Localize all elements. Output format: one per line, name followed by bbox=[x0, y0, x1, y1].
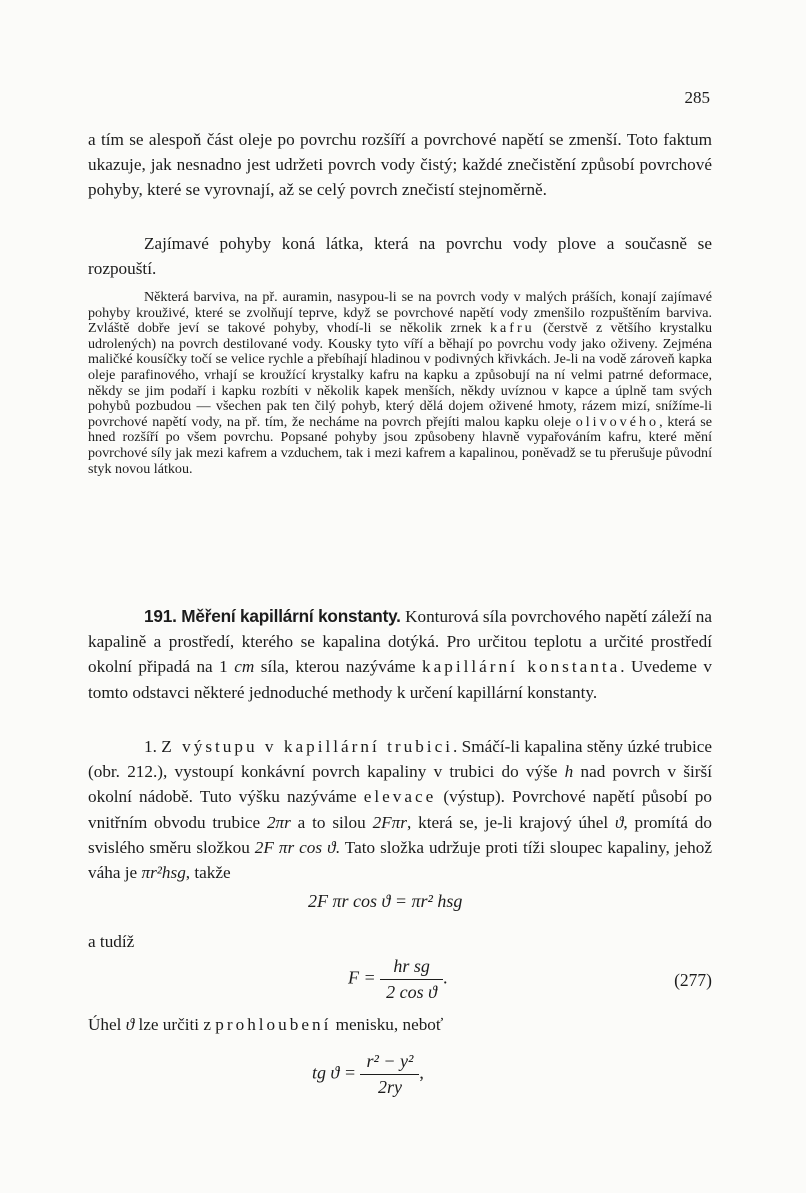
section-text-2: síla, kterou nazýváme bbox=[254, 657, 423, 677]
method-1-paragraph bbox=[88, 734, 712, 885]
method-text-5: , která se, je-li krajový úhel bbox=[406, 812, 615, 832]
method-text-6: , promítá do svislého směru složkou bbox=[88, 812, 712, 857]
tan-denominator: 2ry bbox=[377, 1077, 402, 1097]
method-text-7: . Tato složka udržuje proti tíži sloupec kapaliny, jehož váha je bbox=[88, 837, 712, 883]
expr-weight: πr²hsg bbox=[141, 863, 186, 883]
method-number: 1. bbox=[144, 737, 162, 756]
eq277-tail: . bbox=[442, 967, 448, 988]
term-capillary-constant: kapillární konstanta bbox=[422, 657, 621, 677]
angle-line bbox=[88, 1015, 443, 1035]
term-prohloubeni: prohloubení bbox=[215, 1015, 332, 1034]
spaced-olivoveho: olivového bbox=[575, 413, 660, 430]
method-text-2: nad povrch v širší okolní nádobě. Tuto výšku nazýváme bbox=[88, 762, 712, 807]
equation-balance: 2F πr cos ϑ = πr² hsg bbox=[308, 891, 463, 911]
paragraph-dissolving-substance: Zajímavé pohyby koná látka, která na povrchu vody plove a současně se rozpouští. bbox=[88, 234, 712, 279]
equation-number: (277) bbox=[674, 970, 712, 990]
tan-numerator: r² − y² bbox=[360, 1051, 419, 1075]
eq277-lhs: F = bbox=[348, 967, 376, 988]
page-number: 285 bbox=[684, 88, 710, 107]
expr-circumference: 2πr bbox=[266, 812, 291, 832]
section-text-3: . Uvedeme v tomto odstavci některé jednoduché methody k určení kapillární konstanty. bbox=[88, 657, 712, 702]
angle-text-1: Úhel bbox=[88, 1015, 126, 1034]
method-text-3: (výstup). Povrchové napětí působí po vnitřním obvodu trubice bbox=[88, 787, 712, 832]
tan-tail: , bbox=[419, 1062, 424, 1083]
method-text-1: . Smáčí-li kapalina stěny úzké trubice (obr. 212.), vystoupí konkávní povrch kapaliny v trubici do výše bbox=[88, 737, 712, 782]
a-tudiz: a tudíž bbox=[88, 932, 135, 951]
section-heading: 191. Měření kapillární konstanty. bbox=[144, 606, 401, 626]
small-print-paragraph bbox=[88, 290, 712, 477]
section-text-1: Konturová síla povrchového napětí záleží na kapalině a prostředí, kterého se kapalina dotýká. Pro určitou teplotu a určité prostředí okolní připadá na 1 bbox=[88, 607, 713, 677]
angle-theta: ϑ bbox=[125, 1015, 135, 1034]
eq277-fraction bbox=[380, 956, 443, 1003]
angle-text-3: menisku, neboť bbox=[331, 1015, 444, 1034]
eq277-numerator: hr sg bbox=[380, 956, 443, 980]
expr-force: 2Fπr bbox=[372, 812, 407, 832]
small-text-2: (čerstvě z většího krystalku udrolených) na povrch destilované vody. Kousky tyto víří a běhají po povrchu vody jako oživeny. Zejména maličké kousíčky točí se velice rychle a přebíhají hladinou v podivných křivkách. Je-li na vodě zároveň kapka oleje parafinového, vrhají se kroužící krystalky kafru na kapku a způsobují na ní velmi patrné deformace, někdy se jim podaří i kapku rozbíti v několik kapek menších, někdy uvíznou v kapce a úplně tam svých pohybů pozbudou — všechen pak ten čilý pohyb, který dělá dojem oživené hmoty, rázem mizí, snížíme-li povrchové napětí vody, na př. tím, že necháme na povrch přejíti malou kapku oleje bbox=[88, 320, 712, 430]
section-191 bbox=[88, 604, 712, 705]
small-text-3: , která se hned rozšíří po všem povrchu. Popsané pohyby jsou způsobeny hlavně vypařováním kafru, které mění povrchové síly jak mezi kafrem a vzduchem, tak i mezi kafrem a kapalinou, poněvadž se tu přerušuje původní styk novou látkou. bbox=[88, 413, 712, 477]
tan-lhs: tg ϑ = bbox=[312, 1062, 356, 1083]
angle-text-2: lze určiti z bbox=[134, 1015, 216, 1034]
var-theta: ϑ bbox=[614, 812, 624, 832]
term-elevace: elevace bbox=[363, 787, 437, 807]
eq277-denominator: 2 cos ϑ bbox=[386, 982, 437, 1002]
small-text-1: Některá barviva, na př. auramin, nasypou-li se na povrch vody v malých práších, konají zajímavé pohyby krouživé, které se zvolňují teprve, když se povrchové napětí vody zmenšilo rozpuštěním barviva. Zvláště dobře jeví se takové pohyby, vhodí-li se několik zrnek bbox=[88, 289, 712, 337]
equation-277 bbox=[348, 956, 447, 1003]
equation-tangent bbox=[312, 1051, 424, 1098]
spaced-kafru: kafru bbox=[489, 320, 535, 337]
expr-vertical-component: 2F πr cos ϑ bbox=[254, 837, 336, 857]
intro-paragraph: a tím se alespoň část oleje po povrchu rozšíří a povrchové napětí se zmenší. Toto faktum ukazuje, jak nesnadno jest udržeti povrch vody čistý; každé znečistění způsobí povrchové pohyby, které se vyrovnají, až se celý povrch znečistí stejnoměrně. bbox=[88, 130, 712, 200]
method-title: Z výstupu v kapillární trubici bbox=[161, 737, 453, 756]
method-text-8: , takže bbox=[185, 863, 231, 883]
tan-fraction bbox=[360, 1051, 419, 1098]
unit-cm: cm bbox=[234, 657, 255, 677]
method-text-4: a to silou bbox=[290, 812, 373, 832]
var-h: h bbox=[564, 762, 574, 782]
